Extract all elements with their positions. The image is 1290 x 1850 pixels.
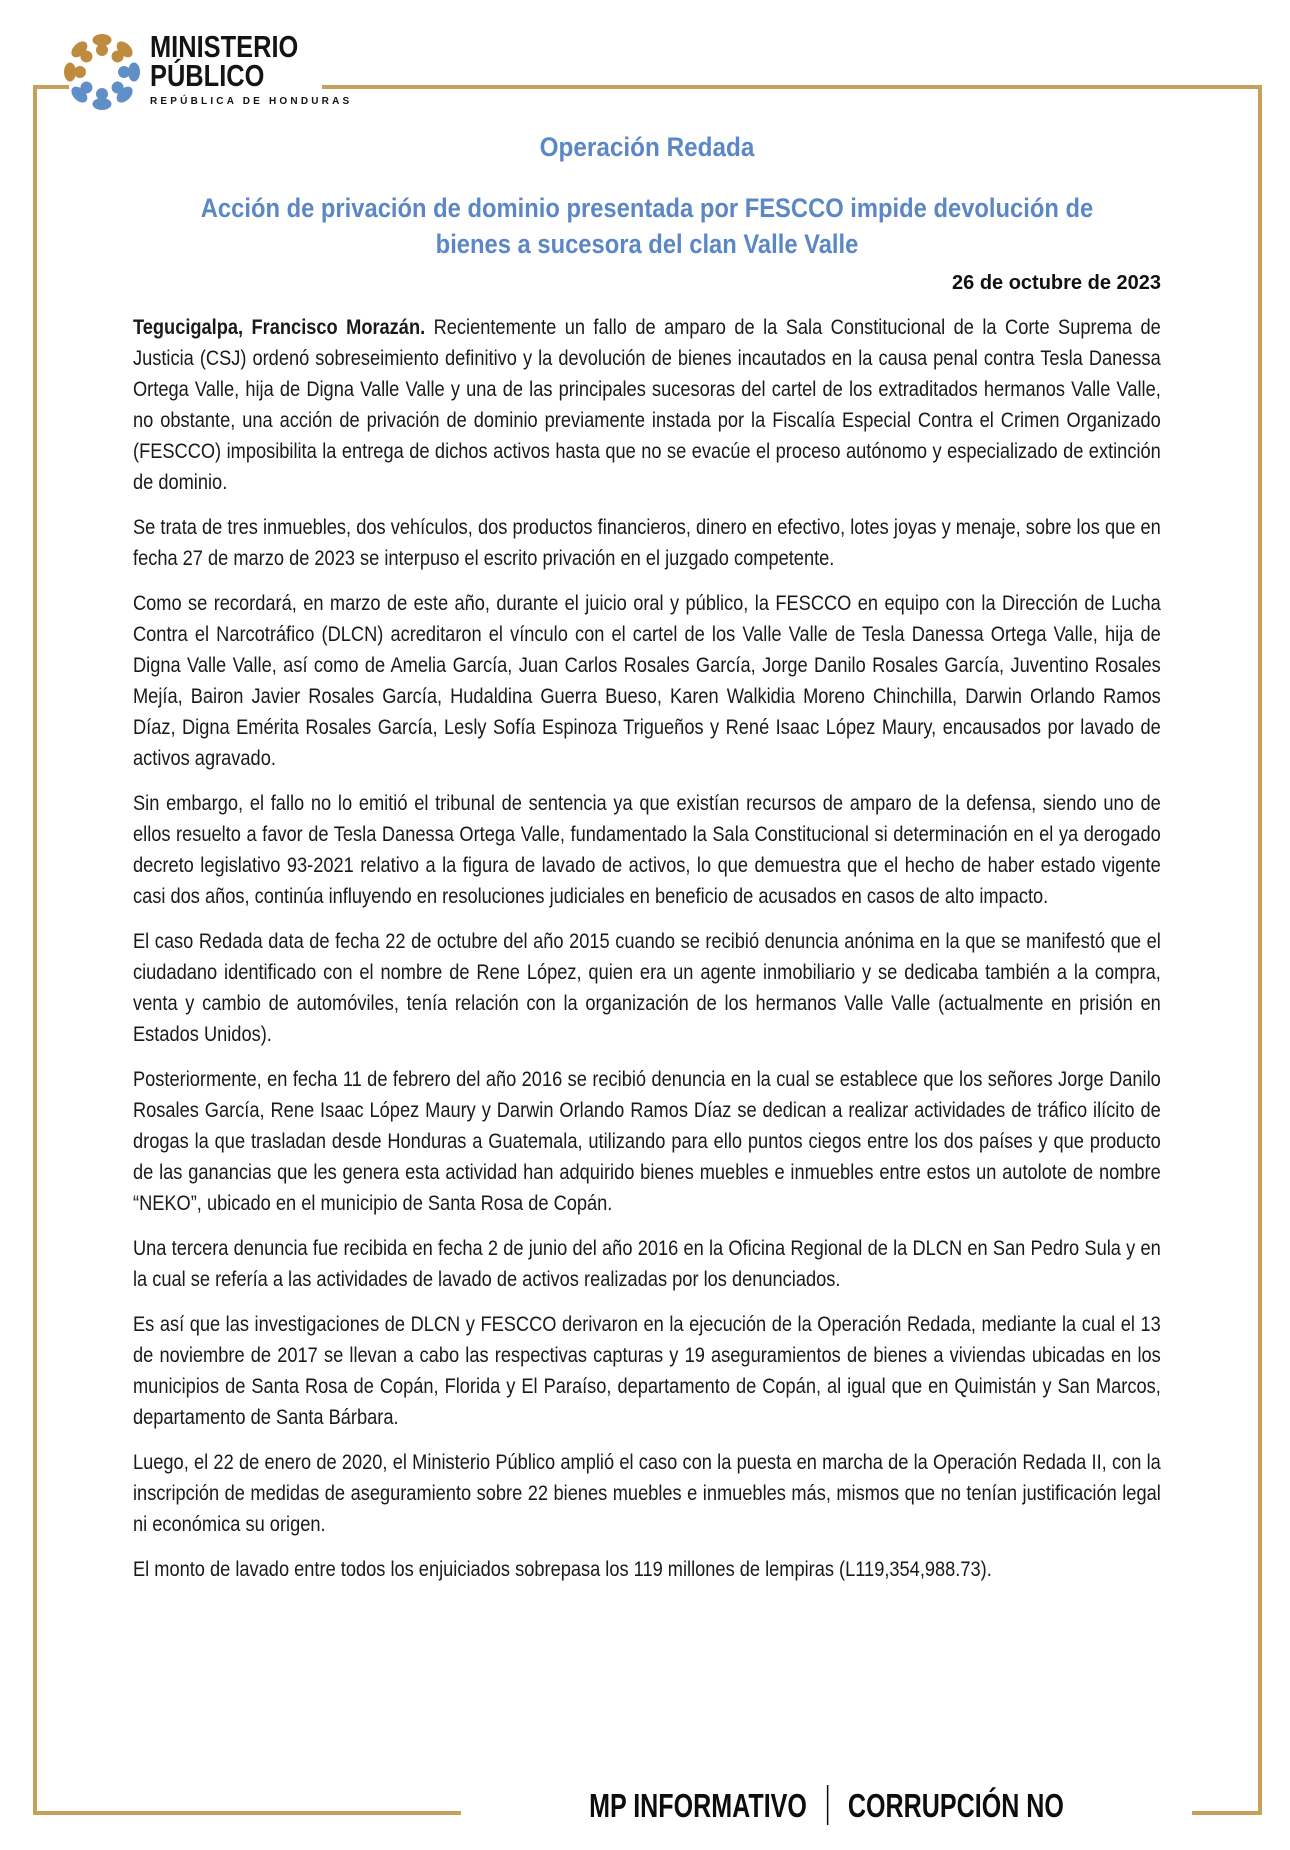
paragraph-3: Como se recordará, en marzo de este año, durante el juicio oral y público, la FESCCO en equipo con la Dirección de Lucha Contra el Narcotráfico (DLCN) acreditaron el vínculo con el cartel de los Valle Valle de Tesla Danessa Ortega Valle, hija de Digna Valle Valle, así como de Amelia García, Juan Carlos Rosales García, Jorge Danilo Rosales García, Juventino Rosales Mejía, Bairon Javier Rosales García, Hudaldina Guerra Bueso, Karen Walkidia Moreno Chinchilla, Darwin Orlando Ramos Díaz, Digna Emérita Rosales García, Lesly Sofía Espinoza Trigueños y René Isaac López Maury, encausados por lavado de activos agravado. — [133, 591, 1161, 770]
paragraph-4: Sin embargo, el fallo no lo emitió el tribunal de sentencia ya que existían recursos de amparo de la defensa, siendo uno de ellos resuelto a favor de Tesla Danessa Ortega Valle, fundamentado la Sala Constitucional si determinación en el ya derogado decreto legislativo 93-2021 relativo a la figura de lavado de activos, lo que demuestra que el hecho de haber estado vigente casi dos años, continúa influyendo en resoluciones judiciales en beneficio de acusados en casos de alto impacto. — [133, 791, 1161, 908]
frame-bottom-left-rule — [33, 1811, 461, 1815]
headline: Acción de privación de dominio presentada por FESCCO impide devolución de bienes a sucesora del clan Valle Valle — [200, 193, 1094, 259]
footer-slogan — [548, 1784, 1105, 1831]
logo-name-line2: PÚBLICO — [150, 58, 265, 93]
paragraph-5: El caso Redada data de fecha 22 de octubre del año 2015 cuando se recibió denuncia anónima en la que se manifestó que el ciudadano identificado con el nombre de Rene López, quien era un agente inmobiliario y se dedicaba también a la compra, venta y cambio de automóviles, tenía relación con la organización de los hermanos Valle Valle (actualmente en prisión en Estados Unidos). — [133, 929, 1161, 1046]
operation-title: Operación Redada — [539, 132, 755, 162]
paragraph-7: Una tercera denuncia fue recibida en fecha 2 de junio del año 2016 en la Oficina Regional de la DLCN en San Pedro Sula y en la cual se refería a las actividades de lavado de activos realizadas por los denunciados. — [133, 1236, 1161, 1291]
paragraph-9: Luego, el 22 de enero de 2020, el Ministerio Público amplió el caso con la puesta en marcha de la Operación Redada II, con la inscripción de medidas de aseguramiento sobre 22 bienes muebles e inmuebles más, mismos que no tenían justificación legal ni económica su origen. — [133, 1450, 1161, 1536]
paragraph-10: El monto de lavado entre todos los enjuiciados sobrepasa los 119 millones de lempiras (L119,354,988.73). — [133, 1557, 992, 1581]
footer-right-label: CORRUPCIÓN NO — [847, 1787, 1064, 1824]
paragraph-8: Es así que las investigaciones de DLCN y FESCCO derivaron en la ejecución de la Operación Redada, mediante la cual el 13 de noviembre de 2017 se llevan a cabo las respectivas capturas y 19 aseguramientos de bienes a viviendas ubicadas en los municipios de Santa Rosa de Copán, Florida y El Paraíso, departamento de Copán, al igual que en Quimistán y San Marcos, departamento de Santa Bárbara. — [133, 1312, 1161, 1429]
frame-right-border — [1258, 85, 1262, 1815]
footer-divider — [827, 1785, 829, 1825]
frame-left-border — [33, 85, 37, 1815]
dateline: 26 de octubre de 2023 — [952, 272, 1161, 294]
paragraph-1-lead: Tegucigalpa, Francisco Morazán. — [133, 315, 426, 339]
footer-left-label: MP INFORMATIVO — [589, 1787, 807, 1824]
people-circle-icon — [60, 24, 144, 120]
paragraph-1 — [133, 312, 1161, 498]
paragraph-1-text: Recientemente un fallo de amparo de la Sala Constitucional de la Corte Suprema de Justicia (CSJ) ordenó sobreseimiento definitivo y la devolución de bienes incautados en la causa penal contra Tesla Danessa Ortega Valle, hija de Digna Valle Valle y una de las principales sucesoras del cartel de los extraditados hermanos Valle Valle, no obstante, una acción de privación de dominio previamente instada por la Fiscalía Especial Contra el Crimen Organizado (FESCCO) imposibilita la entrega de dichos activos hasta que no se evacúe el proceso autónomo y especializado de extinción de dominio. — [133, 315, 1161, 494]
paragraph-6: Posteriormente, en fecha 11 de febrero del año 2016 se recibió denuncia en la cual se establece que los señores Jorge Danilo Rosales García, Rene Isaac López Maury y Darwin Orlando Ramos Díaz se dedican a realizar actividades de tráfico ilícito de drogas la que trasladan desde Honduras a Guatemala, utilizando para ello puntos ciegos entre los dos países y que producto de las ganancias que les genera esta actividad han adquirido bienes muebles e inmuebles entre estos un autolote de nombre “NEKO”, ubicado en el municipio de Santa Rosa de Copán. — [133, 1067, 1161, 1215]
frame-bottom-right-stub — [1192, 1811, 1262, 1815]
document-body — [133, 0, 1161, 1599]
paragraph-2: Se trata de tres inmuebles, dos vehículos, dos productos financieros, dinero en efectivo, lotes joyas y menaje, sobre los que en fecha 27 de marzo de 2023 se interpuso el escrito privación en el juzgado competente. — [133, 515, 1161, 570]
logo-name-line1: MINISTERIO — [150, 29, 299, 64]
article-paragraphs — [133, 312, 1161, 1585]
logo-subtitle: REPÚBLICA DE HONDURAS — [150, 96, 353, 107]
